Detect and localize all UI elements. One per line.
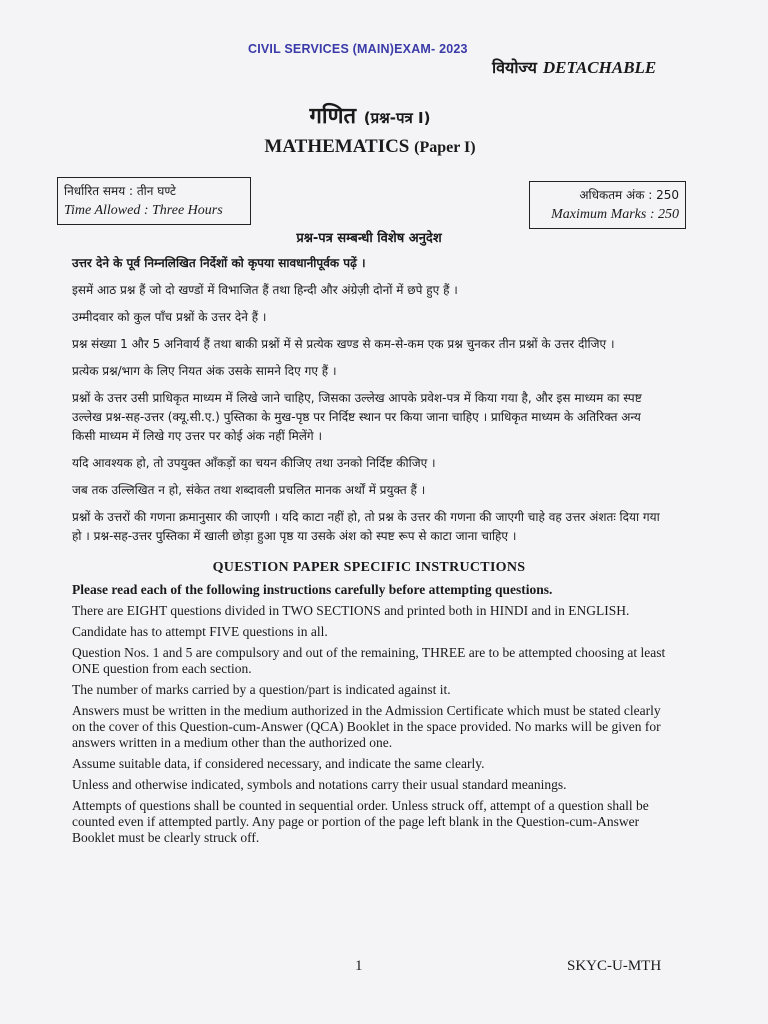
english-instruction: Attempts of questions shall be counted in sequential order. Unless struck off, attempt of a question shall be counted even if attempted partly. Any page or portion of the page left blank in the Question-cum-Answer Booklet must be clearly struck off. xyxy=(72,798,649,845)
hindi-instruction: इसमें आठ प्रश्न हैं जो दो खण्डों में विभाजित हैं तथा हिन्दी और अंग्रेज़ी दोनों में छपे हुए हैं । xyxy=(72,283,458,297)
detachable-label xyxy=(492,56,656,78)
hindi-instruction: प्रश्नों के उत्तरों की गणना क्रमानुसार की जाएगी । यदि काटा नहीं हो, तो प्रश्न के उत्तर की गणना की जाएगी चाहे वह उत्तर अंशतः दिया गया हो । प्रश्न-सह-उत्तर पुस्तिका में खाली छोड़ा हुआ पृष्ठ या उसके अंश को स्पष्ट रूप से काटा जाना चाहिए । xyxy=(72,510,660,543)
time-allowed-english: Time Allowed : Three Hours xyxy=(64,203,223,218)
english-intro: Please read each of the following instructions carefully before attempting questions. xyxy=(72,582,553,597)
time-allowed-box xyxy=(57,177,251,225)
instructions xyxy=(72,228,666,851)
english-instruction: The number of marks carried by a question/part is indicated against it. xyxy=(72,682,451,697)
title-hindi xyxy=(0,100,740,130)
hindi-instruction: प्रश्नों के उत्तर उसी प्राधिकृत माध्यम में लिखे जाने चाहिए, जिसका उल्लेख आपके प्रवेश-पत्र में किया गया है, और इस माध्यम का स्पष्ट उल्लेख प्रश्न-सह-उत्तर (क्यू.सी.ए.) पुस्तिका के मुख-पृष्ठ पर निर्दिष्ट स्थान पर किया जाना चाहिए । प्राधिकृत माध्यम के अतिरिक्त अन्य किसी माध्यम में लिखे गए उत्तर पर कोई अंक नहीं मिलेंगे । xyxy=(72,391,642,443)
english-instructions-heading: QUESTION PAPER SPECIFIC INSTRUCTIONS xyxy=(212,560,526,575)
paper-hindi: (प्रश्न-पत्र I) xyxy=(363,109,431,127)
english-instruction: Question Nos. 1 and 5 are compulsory and out of the remaining, THREE are to be attempted choosing at least ONE question from each section. xyxy=(72,645,666,676)
paper-code: SKYC-U-MTH xyxy=(567,958,662,974)
maximum-marks-box xyxy=(529,181,686,229)
hindi-instruction: प्रश्न संख्या 1 और 5 अनिवार्य हैं तथा बाकी प्रश्नों में से प्रत्येक खण्ड से कम-से-कम एक प्रश्न चुनकर तीन प्रश्नों के उत्तर दीजिए । xyxy=(72,337,615,351)
hindi-instruction: उम्मीदवार को कुल पाँच प्रश्नों के उत्तर देने हैं । xyxy=(72,310,267,324)
hindi-instruction: प्रत्येक प्रश्न/भाग के लिए नियत अंक उसके सामने दिए गए हैं । xyxy=(72,364,337,378)
hindi-instructions-heading: प्रश्न-पत्र सम्बन्धी विशेष अनुदेश xyxy=(296,231,442,246)
detachable-english: DETACHABLE xyxy=(542,58,657,77)
maximum-marks-hindi: अधिकतम अंक : 250 xyxy=(579,188,679,202)
english-instruction: Assume suitable data, if considered necessary, and indicate the same clearly. xyxy=(72,756,485,771)
english-instruction: Unless and otherwise indicated, symbols and notations carry their usual standard meanings. xyxy=(72,777,567,792)
hindi-instruction: जब तक उल्लिखित न हो, संकेत तथा शब्दावली प्रचलित मानक अर्थों में प्रयुक्त हैं । xyxy=(72,483,426,497)
english-instruction: There are EIGHT questions divided in TWO SECTIONS and printed both in HINDI and in ENGLISH. xyxy=(72,603,630,618)
subject-hindi: गणित xyxy=(309,104,357,129)
maximum-marks-english: Maximum Marks : 250 xyxy=(551,207,679,222)
hindi-instruction: यदि आवश्यक हो, तो उपयुक्त आँकड़ों का चयन कीजिए तथा उनको निर्दिष्ट कीजिए । xyxy=(72,456,436,470)
english-instruction: Answers must be written in the medium authorized in the Admission Certificate which must be stated clearly on the cover of this Question-cum-Answer (QCA) Booklet in the space provided. No marks will be given for answers written in a medium other than the authorized one. xyxy=(72,703,661,750)
paper-english: (Paper I) xyxy=(414,139,476,156)
english-instruction: Candidate has to attempt FIVE questions in all. xyxy=(72,624,328,639)
title-english xyxy=(0,136,740,158)
subject-english: MATHEMATICS xyxy=(264,136,410,157)
hindi-intro: उत्तर देने के पूर्व निम्नलिखित निर्देशों को कृपया सावधानीपूर्वक पढ़ें । xyxy=(72,256,366,270)
page-number: 1 xyxy=(355,958,363,974)
exam-stamp: CIVIL SERVICES (MAIN)EXAM- 2023 xyxy=(248,42,468,56)
detachable-hindi: वियोज्य xyxy=(492,58,537,77)
time-allowed-hindi: निर्धारित समय : तीन घण्टे xyxy=(64,184,176,198)
